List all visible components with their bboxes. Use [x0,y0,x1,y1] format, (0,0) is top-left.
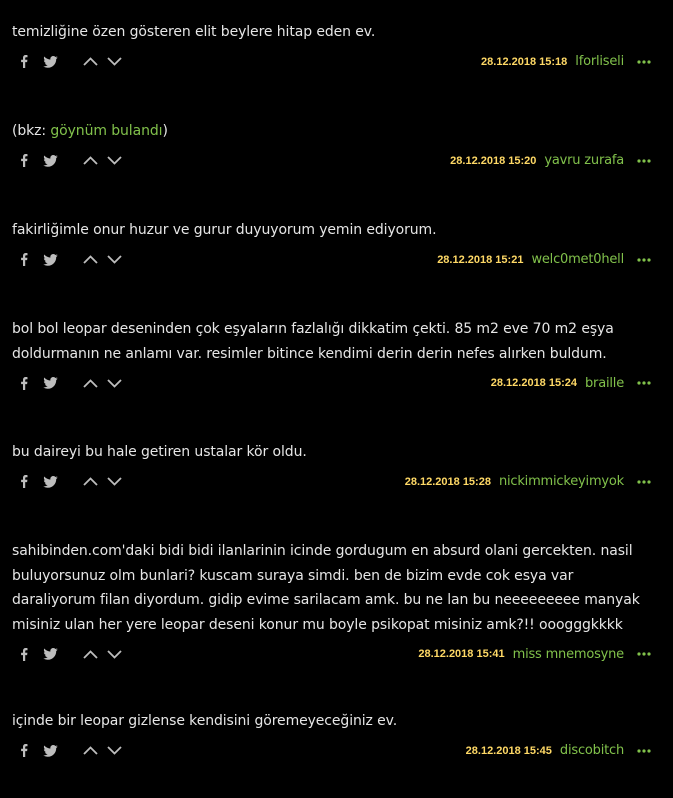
entry-date[interactable]: 28.12.2018 15:18 [481,55,568,68]
entry-author[interactable]: welc0met0hell [531,252,624,267]
entry-text: bol bol leopar deseninden çok eşyaların fazlalığı dikkatim çekti. 85 m2 eve 70 m2 eşya doldurmanın ne anlamı var. resimler bitince kendimi derin derin nefes alırken buldum. [12,321,614,362]
entry-text: sahibinden.com'daki bidi bidi ilanlarinin icinde gordugum en absurd olani gercekten. nasil buluyorsunuz olm bunlari? kuscam suraya simdi. ben de bizim evde cok esya var daraliyorum filan diyordum. gidip evime sarilacam amk. bu ne lan bu neeeeeeeee manyak misiniz ulan her yere leopar deseni konur mu boyle psikopat misiniz amk?!! ooogggkkkk [12,543,640,633]
ellipsis-icon[interactable] [636,643,652,665]
ellipsis-icon[interactable] [636,51,652,73]
entry-footer [12,740,652,762]
entry-footer [12,643,652,665]
twitter-icon[interactable] [42,155,58,167]
entry-item [12,218,652,271]
entry-text: bu daireyi bu hale getiren ustalar kör oldu. [12,444,307,460]
facebook-icon[interactable] [18,55,30,68]
ellipsis-icon[interactable] [636,740,652,762]
entry-footer [12,372,652,394]
entry-author[interactable]: nickimmickeyimyok [498,474,624,489]
entry-text: fakirliğimle onur huzur ve gurur duyuyorum yemin ediyorum. [12,222,437,238]
chevron-down-icon[interactable] [106,746,122,755]
entry-item [12,20,652,73]
twitter-icon[interactable] [42,254,58,266]
chevron-up-icon[interactable] [82,746,98,755]
twitter-icon[interactable] [42,745,58,757]
ellipsis-icon[interactable] [636,150,652,172]
entry-text: içinde bir leopar gizlense kendisini göremeyeceğiniz ev. [12,713,398,729]
twitter-icon[interactable] [42,648,58,660]
chevron-up-icon[interactable] [82,57,98,66]
entry-date[interactable]: 28.12.2018 15:21 [437,253,524,266]
bkz-prefix: (bkz: [12,123,51,139]
facebook-icon[interactable] [18,648,30,661]
twitter-icon[interactable] [42,377,58,389]
entry-item [12,440,652,493]
facebook-icon[interactable] [18,744,30,757]
facebook-icon[interactable] [18,475,30,488]
chevron-down-icon[interactable] [106,650,122,659]
entry-date[interactable]: 28.12.2018 15:41 [418,648,505,660]
facebook-icon[interactable] [18,377,30,390]
entry-date[interactable]: 28.12.2018 15:45 [465,744,552,757]
facebook-icon[interactable] [18,253,30,266]
entry-date[interactable]: 28.12.2018 15:28 [404,475,491,488]
twitter-icon[interactable] [42,56,58,68]
ellipsis-icon[interactable] [636,372,652,394]
chevron-up-icon[interactable] [82,650,98,659]
entry-footer [12,150,652,172]
entry-author[interactable]: miss mnemosyne [512,646,624,662]
entry-item [12,539,652,665]
chevron-up-icon[interactable] [82,477,98,486]
entry-author[interactable]: braille [585,375,624,391]
chevron-down-icon[interactable] [106,379,122,388]
entry-author[interactable]: lforliseli [575,54,624,69]
entry-date[interactable]: 28.12.2018 15:24 [490,377,577,389]
chevron-down-icon[interactable] [106,57,122,66]
chevron-up-icon[interactable] [82,156,98,165]
bkz-link[interactable]: göynüm bulandı [50,123,163,139]
bkz-suffix: ) [162,123,168,139]
entry-footer [12,249,652,271]
entry-item [12,709,652,762]
facebook-icon[interactable] [18,154,30,167]
chevron-up-icon[interactable] [82,379,98,388]
ellipsis-icon[interactable] [636,471,652,493]
entry-item [12,119,652,172]
chevron-down-icon[interactable] [106,255,122,264]
twitter-icon[interactable] [42,476,58,488]
entry-author[interactable]: discobitch [559,743,624,758]
entry-footer [12,471,652,493]
chevron-down-icon[interactable] [106,156,122,165]
entry-text [12,119,652,144]
entry-text: temizliğine özen gösteren elit beylere hitap eden ev. [12,24,376,40]
chevron-down-icon[interactable] [106,477,122,486]
entry-author[interactable]: yavru zurafa [544,153,624,168]
entry-item [12,317,652,394]
chevron-up-icon[interactable] [82,255,98,264]
entry-footer [12,51,652,73]
ellipsis-icon[interactable] [636,249,652,271]
entry-date[interactable]: 28.12.2018 15:20 [450,154,537,167]
